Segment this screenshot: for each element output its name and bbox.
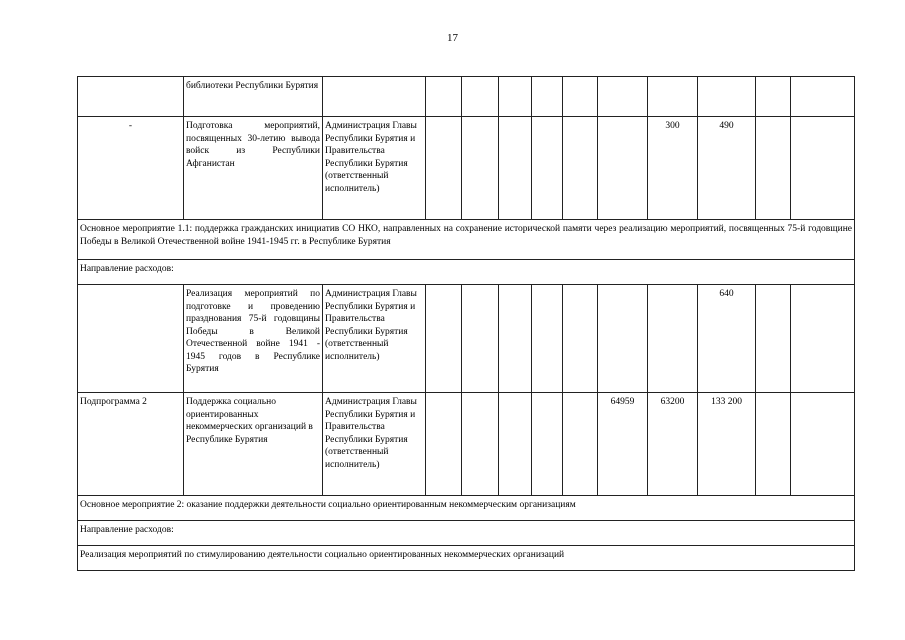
cell-activity-name: Реализация мероприятий по подготовке и проведению празднования 75-й годовщины Победы в Великой Отечественной войне 1941 - 1945 годов в Республике Бурятия <box>184 285 323 393</box>
cell-activity-name: Подготовка мероприятий, посвященных 30-летию вывода войск из Республики Афганистан <box>184 117 323 220</box>
cell-value: 133 200 <box>698 393 756 496</box>
cell-status: - <box>78 117 184 220</box>
cell-executor <box>323 77 426 117</box>
table-row <box>78 546 855 571</box>
cell-status <box>78 285 184 393</box>
cell-executor: Администрация Главы Республики Бурятия и Правительства Республики Бурятия (ответственный исполнитель) <box>323 117 426 220</box>
cell-executor: Администрация Главы Республики Бурятия и Правительства Республики Бурятия (ответственный исполнитель) <box>323 285 426 393</box>
table-row <box>78 220 855 260</box>
table-row <box>78 521 855 546</box>
table-row <box>78 285 855 393</box>
cell-executor: Администрация Главы Республики Бурятия и Правительства Республики Бурятия (ответственный исполнитель) <box>323 393 426 496</box>
cell-activity-name: библиотеки Республики Бурятия <box>184 77 323 117</box>
table-row <box>78 496 855 521</box>
expense-direction-item: Реализация мероприятий по стимулированию деятельности социально ориентированных некоммерческих организаций <box>78 546 855 571</box>
expense-direction-label: Направление расходов: <box>78 260 855 285</box>
page-number: 17 <box>447 32 458 44</box>
table-row <box>78 393 855 496</box>
table-row <box>78 77 855 117</box>
cell-value: 640 <box>698 285 756 393</box>
cell-value: 300 <box>648 117 698 220</box>
cell-activity-name: Поддержка социально ориентированных некоммерческих организаций в Республике Бурятия <box>184 393 323 496</box>
cell-status: Подпрограмма 2 <box>78 393 184 496</box>
expense-direction-label: Направление расходов: <box>78 521 855 546</box>
table-row <box>78 260 855 285</box>
cell-value: 64959 <box>598 393 648 496</box>
program-table <box>77 76 855 571</box>
cell-value: 490 <box>698 117 756 220</box>
cell-value: 63200 <box>648 393 698 496</box>
section-heading-main-activity: Основное мероприятие 1.1: поддержка гражданских инициатив СО НКО, направленных на сохранение исторической памяти через реализацию мероприятий, посвященных 75-й годовщине Победы в Великой Отечественной войне 1941-1945 гг. в Республике Бурятия <box>78 220 855 260</box>
table-row <box>78 117 855 220</box>
section-heading-main-activity: Основное мероприятие 2: оказание поддержки деятельности социально ориентированным некоммерческим организациям <box>78 496 855 521</box>
cell-status <box>78 77 184 117</box>
